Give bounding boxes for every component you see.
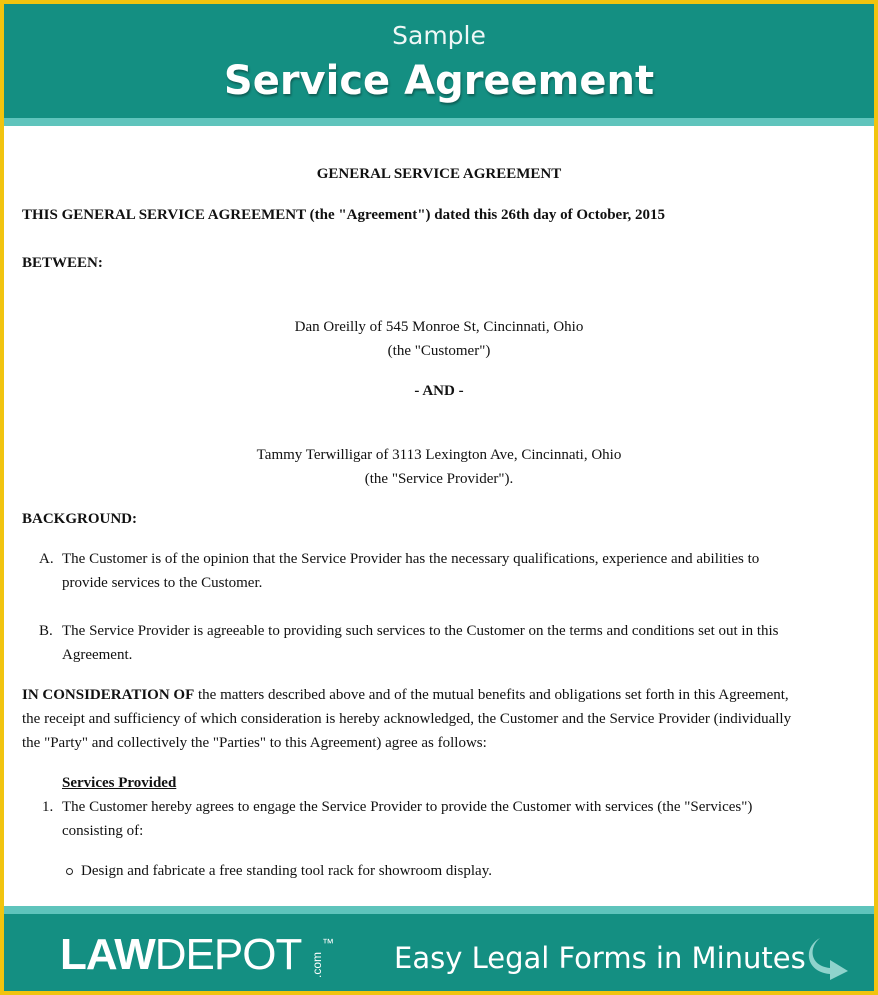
customer-role: (the "Customer") bbox=[387, 343, 491, 359]
consideration-text: the matters described above and of the mutual benefits and obligations set forth in this Agreement, bbox=[194, 687, 789, 703]
background-label: BACKGROUND: bbox=[22, 511, 137, 527]
agreement-document bbox=[4, 126, 874, 906]
between-label: BETWEEN: bbox=[22, 255, 103, 271]
and-separator: - AND - bbox=[414, 383, 464, 399]
background-item-marker: B. bbox=[39, 623, 53, 639]
intro-paragraph: THIS GENERAL SERVICE AGREEMENT (the "Agreement") dated this 26th day of October, 2015 bbox=[22, 207, 665, 223]
header-sample-label: Sample bbox=[392, 21, 486, 50]
page-frame bbox=[4, 4, 874, 991]
curved-arrow-icon bbox=[804, 934, 854, 980]
consideration-bold: IN CONSIDERATION OF bbox=[22, 687, 195, 703]
background-item-line: The Customer is of the opinion that the Service Provider has the necessary qualifications, experience and abilities to bbox=[62, 551, 760, 567]
consideration-paragraph bbox=[22, 683, 789, 707]
services-item-line: consisting of: bbox=[62, 823, 144, 839]
logo-com: .com bbox=[310, 951, 324, 978]
services-item-line: The Customer hereby agrees to engage the Service Provider to provide the Customer with services (the "Services") bbox=[62, 799, 753, 815]
document-heading: GENERAL SERVICE AGREEMENT bbox=[316, 166, 562, 182]
customer-line: Dan Oreilly of 545 Monroe St, Cincinnati, Ohio bbox=[294, 319, 584, 335]
provider-line: Tammy Terwilligar of 3113 Lexington Ave, Cincinnati, Ohio bbox=[256, 447, 622, 463]
header-accent-stripe bbox=[4, 118, 874, 126]
logo-trademark: ™ bbox=[322, 936, 334, 950]
header-banner bbox=[4, 4, 874, 118]
background-item-marker: A. bbox=[39, 551, 54, 567]
services-bullet-text: Design and fabricate a free standing tool rack for showroom display. bbox=[81, 863, 492, 879]
footer-banner bbox=[4, 914, 874, 991]
background-item-line: provide services to the Customer. bbox=[62, 575, 263, 591]
provider-role: (the "Service Provider"). bbox=[364, 471, 514, 487]
background-item-line: Agreement. bbox=[62, 647, 133, 663]
logo-law: LAW bbox=[60, 930, 155, 979]
logo-depot: DEPOT bbox=[154, 930, 302, 979]
consideration-line: the "Party" and collectively the "Parties" to this Agreement) agree as follows: bbox=[22, 735, 487, 751]
services-item-marker: 1. bbox=[42, 799, 54, 815]
header-title: Service Agreement bbox=[223, 58, 655, 104]
footer-accent-stripe bbox=[4, 906, 874, 914]
lawdepot-logo[interactable] bbox=[60, 932, 301, 978]
bullet-circle-icon bbox=[66, 868, 73, 875]
background-item-line: The Service Provider is agreeable to providing such services to the Customer on the terms and conditions set out in this bbox=[62, 623, 779, 639]
services-heading: Services Provided bbox=[62, 775, 177, 791]
consideration-line: the receipt and sufficiency of which consideration is hereby acknowledged, the Customer and the Service Provider (individually bbox=[22, 711, 792, 727]
footer-tagline: Easy Legal Forms in Minutes bbox=[394, 941, 806, 975]
